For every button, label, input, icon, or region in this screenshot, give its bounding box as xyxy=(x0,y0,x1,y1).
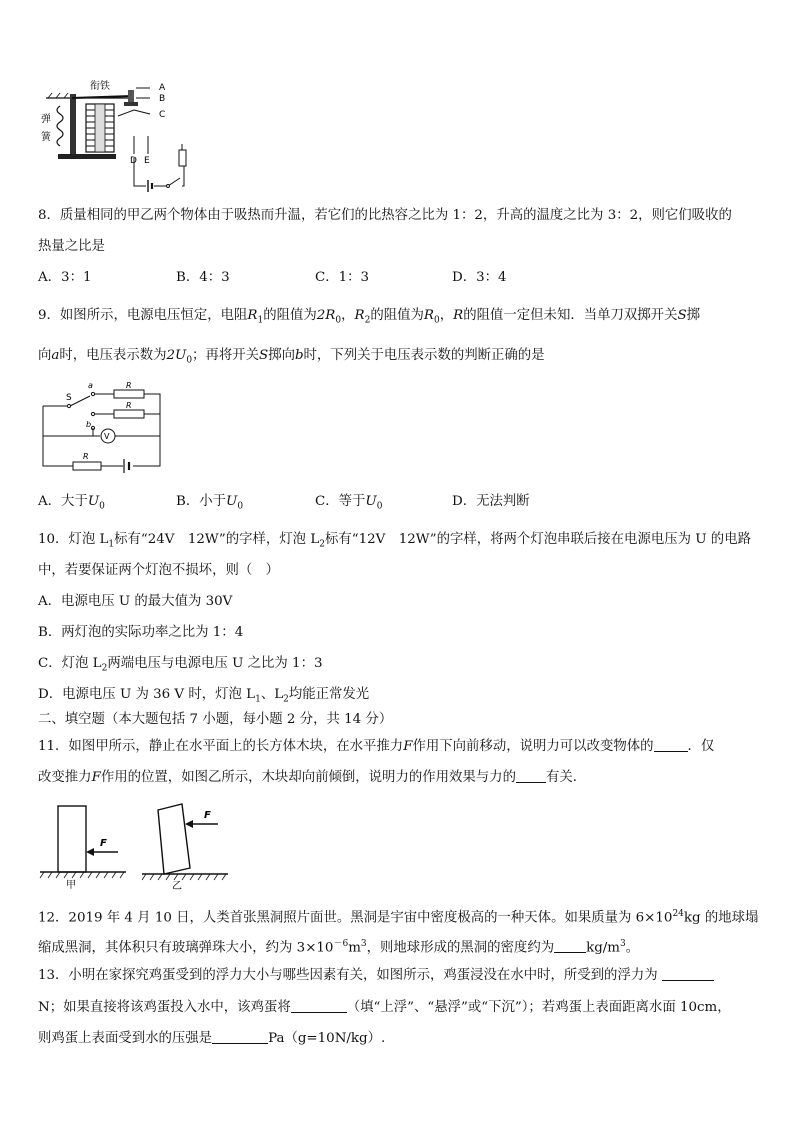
q10-option-d[interactable]: D．电源电压 U 为 36 V 时，灯泡 $L_1$、$L_2$均能正常发光 xyxy=(38,687,370,705)
q8-option-a[interactable]: A．3：1 xyxy=(38,270,92,285)
q11-fig-F-jia: F xyxy=(100,838,107,849)
label-A: A xyxy=(159,83,166,93)
label-D: D xyxy=(130,156,137,166)
q13-blank-2[interactable] xyxy=(291,998,347,1013)
q12-line1: 12．2019 年 4 月 10 日，人类首张黑洞照片面世。黑洞是宇宙中密度极高的一种天体。如果质量为 $6\times 10^{24}kg$ 的地球塌 xyxy=(38,909,759,926)
q9-circuit-diagram xyxy=(38,380,168,472)
q8-line2: 热量之比是 xyxy=(38,239,105,254)
q9-fig-a: a xyxy=(88,381,93,390)
q11-line2: 改变推力F作用的位置，如图乙所示，木块却向前倾倒，说明力的作用效果与力的 有关． xyxy=(38,770,587,785)
q12-blank[interactable] xyxy=(554,938,586,953)
q9-line2: 向a时，电压表示数为$2U_0$；再将开关S掷向b时，下列关于电压表示数的判断正确的是 xyxy=(38,348,545,366)
q10-line1: 10．灯泡 $L_1$标有“24V 12W”的字样，灯泡 $L_2$标有“12V 12W”的字样，将两个灯泡串联后接在电源电压为 U 的电路 xyxy=(38,532,751,550)
q13-line3: 则鸡蛋上表面受到水的压强是 Pa（g=10N/kg）. xyxy=(38,1031,386,1046)
label-spring-1: 弹 xyxy=(41,114,51,125)
q10-option-b[interactable]: B．两灯泡的实际功率之比为 1：4 xyxy=(38,625,244,640)
q10-option-c[interactable]: C．灯泡 $L_2$两端电压与电源电压 U 之比为 1：3 xyxy=(38,656,323,674)
label-spring-2: 簧 xyxy=(41,132,51,143)
section-2-heading: 二、填空题（本大题包括 7 小题，每小题 2 分，共 14 分） xyxy=(38,712,393,727)
relay-diagram xyxy=(38,76,198,194)
q13-blank-3[interactable] xyxy=(212,1029,268,1044)
q9-fig-R1: R xyxy=(126,381,132,390)
q10-option-a[interactable]: A．电源电压 U 的最大值为 30V xyxy=(38,594,233,609)
q11-blank-1[interactable] xyxy=(654,737,688,752)
q9-fig-S: S xyxy=(66,393,72,403)
q12-line2: 缩成黑洞，其体积只有玻璃弹珠大小，约为 $3\times 10^{-6}m^3$，则地球形成的黑洞的密度约为 $kg/m^3$。 xyxy=(38,939,640,956)
q9-option-b[interactable]: B．小于$U_0$ xyxy=(176,494,244,512)
label-C: C xyxy=(159,110,166,120)
q11-blank-2[interactable] xyxy=(516,768,546,783)
label-armature: 衔铁 xyxy=(90,81,110,92)
q9-fig-V: V xyxy=(104,432,110,441)
label-B: B xyxy=(159,94,166,104)
q8-option-c[interactable]: C．1：3 xyxy=(315,270,370,285)
q13-line1: 13．小明在家探究鸡蛋受到的浮力大小与哪些因素有关，如图所示，鸡蛋浸没在水中时，所受到的浮力为 xyxy=(38,966,714,986)
q13-line2: N；如果直接将该鸡蛋投入水中，该鸡蛋将 （填“上浮”、“悬浮”或“下沉”）；若鸡蛋上表面距离水面 10cm， xyxy=(38,1000,731,1015)
q9-option-a[interactable]: A．大于$U_0$ xyxy=(38,494,105,512)
q8-option-d[interactable]: D．3：4 xyxy=(452,270,507,285)
q9-fig-R: R xyxy=(83,452,89,461)
q13-blank-1[interactable] xyxy=(662,966,714,981)
q9-option-d[interactable]: D．无法判断 xyxy=(452,494,530,509)
q9-fig-b: b xyxy=(86,420,92,429)
q11-fig-F-yi: F xyxy=(204,810,211,821)
q11-line1: 11．如图甲所示，静止在水平面上的长方体木块，在水平推力F作用下向前移动，说明力可以改变物体的 ．仅 xyxy=(38,739,715,754)
q9-line1: 9．如图所示，电源电压恒定，电阻$R_1$的阻值为$2R_0$，$R_2$的阻值为$R_0$，R的阻值一定但未知．当单刀双掷开关S掷 xyxy=(38,308,701,326)
q11-fig-yi-label: 乙 xyxy=(172,881,182,892)
q11-figure-jia xyxy=(38,800,128,890)
q10-line2: 中，若要保证两个灯泡不损坏，则（ ） xyxy=(38,563,280,578)
q9-fig-R2: R xyxy=(126,401,132,410)
q8-line1: 8．质量相同的甲乙两个物体由于吸热而升温，若它们的比热容之比为 1：2，升高的温度之比为 3：2，则它们吸收的 xyxy=(38,208,732,223)
q11-figure-yi xyxy=(140,800,230,890)
label-E: E xyxy=(144,156,150,166)
q9-option-c[interactable]: C．等于$U_0$ xyxy=(315,494,383,512)
q11-fig-jia-label: 甲 xyxy=(66,880,76,891)
q8-option-b[interactable]: B．4：3 xyxy=(176,270,230,285)
